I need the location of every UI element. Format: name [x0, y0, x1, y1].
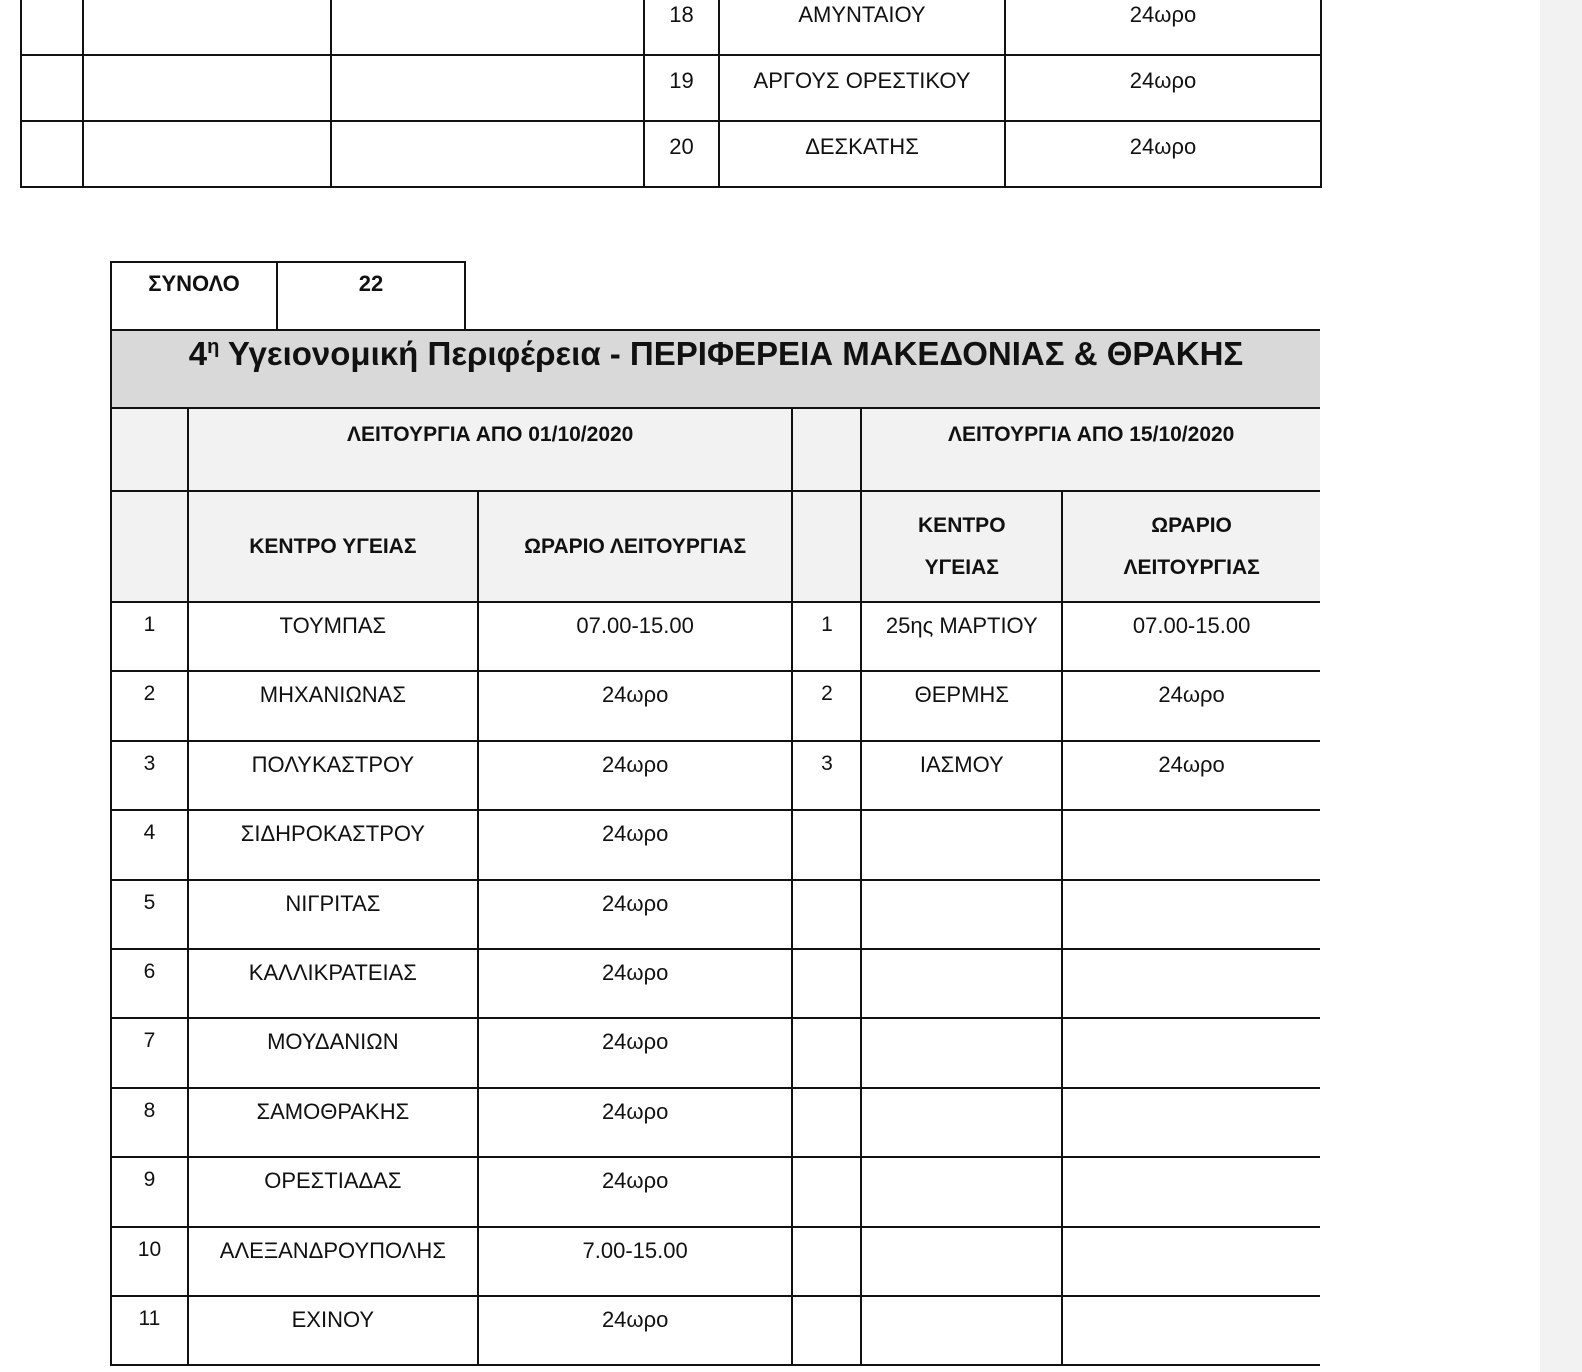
health-center-name: ΑΜΥΝΤΑΙΟΥ [719, 0, 1005, 55]
left-health-center: ΑΛΕΞΑΝΔΡΟΥΠΟΛΗΣ [188, 1227, 478, 1296]
left-row-number: 6 [111, 949, 188, 1018]
region-table-container [110, 329, 1320, 1372]
row-number: 18 [644, 0, 719, 55]
left-hours: 24ωρο [478, 741, 793, 810]
left-row-number: 11 [111, 1296, 188, 1365]
left-row-number: 1 [111, 602, 188, 671]
total-value: 22 [277, 262, 465, 330]
total-label: ΣΥΝΟΛΟ [111, 262, 277, 330]
left-health-center: ΜΟΥΔΑΝΙΩΝ [188, 1018, 478, 1087]
left-row-number: 4 [111, 810, 188, 879]
table-row [111, 1088, 1320, 1157]
left-hours: 24ωρο [478, 1088, 793, 1157]
column-header-hours-right: ΩΡΑΡΙΟ ΛΕΙΤΟΥΡΓΙΑΣ [1062, 491, 1320, 602]
left-row-number: 5 [111, 880, 188, 949]
column-header-center-right: ΚΕΝΤΡΟ ΥΓΕΙΑΣ [861, 491, 1062, 602]
left-row-number: 3 [111, 741, 188, 810]
table-row [21, 55, 1321, 121]
left-hours: 07.00-15.00 [478, 602, 793, 671]
table-row [111, 810, 1320, 879]
left-health-center: ΜΗΧΑΝΙΩΝΑΣ [188, 671, 478, 740]
left-hours: 24ωρο [478, 1157, 793, 1226]
left-hours: 7.00-15.00 [478, 1227, 793, 1296]
health-center-name: ΔΕΣΚΑΤΗΣ [719, 121, 1005, 187]
table-row [111, 1018, 1320, 1087]
left-health-center: ΚΑΛΛΙΚΡΑΤΕΙΑΣ [188, 949, 478, 1018]
right-hours: 24ωρο [1062, 671, 1320, 740]
right-hours: 07.00-15.00 [1062, 602, 1320, 671]
left-health-center: ΕΧΙΝΟΥ [188, 1296, 478, 1365]
health-center-name: ΑΡΓΟΥΣ ΟΡΕΣΤΙΚΟΥ [719, 55, 1005, 121]
left-health-center: ΣΙΔΗΡΟΚΑΣΤΡΟΥ [188, 810, 478, 879]
total-table [110, 261, 466, 331]
left-row-number: 10 [111, 1227, 188, 1296]
right-health-center: ΘΕΡΜΗΣ [861, 671, 1062, 740]
region-table [110, 329, 1320, 1366]
table-row [111, 1157, 1320, 1226]
table-row [111, 671, 1320, 740]
right-row-number: 3 [792, 741, 861, 810]
table-row [111, 741, 1320, 810]
left-row-number: 2 [111, 671, 188, 740]
table-row [111, 602, 1320, 671]
left-hours: 24ωρο [478, 1296, 793, 1365]
table-row [21, 0, 1321, 55]
table-row [111, 949, 1320, 1018]
right-period-header: ΛΕΙΤΟΥΡΓΙΑ ΑΠΟ 15/10/2020 [861, 408, 1320, 491]
left-hours: 24ωρο [478, 671, 793, 740]
right-row-number: 2 [792, 671, 861, 740]
right-hours: 24ωρο [1062, 741, 1320, 810]
left-hours: 24ωρο [478, 810, 793, 879]
region-title: $4^\eta$ Υγειονομική Περιφέρεια - ΠΕΡΙΦΕΡΕΙΑ ΜΑΚΕΔΟΝΙΑΣ & ΘΡΑΚΗΣ [111, 330, 1320, 408]
column-header-center: ΚΕΝΤΡΟ ΥΓΕΙΑΣ [188, 491, 478, 602]
viewer-background [1540, 0, 1582, 1372]
table-row [21, 121, 1321, 187]
left-health-center: ΝΙΓΡΙΤΑΣ [188, 880, 478, 949]
previous-region-table [20, 0, 1322, 188]
left-period-header: ΛΕΙΤΟΥΡΓΙΑ ΑΠΟ 01/10/2020 [188, 408, 793, 491]
left-health-center: ΟΡΕΣΤΙΑΔΑΣ [188, 1157, 478, 1226]
right-row-number: 1 [792, 602, 861, 671]
left-row-number: 9 [111, 1157, 188, 1226]
left-hours: 24ωρο [478, 880, 793, 949]
table-row [111, 880, 1320, 949]
operating-hours: 24ωρο [1005, 121, 1321, 187]
left-row-number: 7 [111, 1018, 188, 1087]
operating-hours: 24ωρο [1005, 0, 1321, 55]
left-hours: 24ωρο [478, 949, 793, 1018]
row-number: 20 [644, 121, 719, 187]
operating-hours: 24ωρο [1005, 55, 1321, 121]
left-row-number: 8 [111, 1088, 188, 1157]
table-row [111, 1296, 1320, 1365]
right-health-center: ΙΑΣΜΟΥ [861, 741, 1062, 810]
right-health-center: 25ης ΜΑΡΤΙΟΥ [861, 602, 1062, 671]
left-hours: 24ωρο [478, 1018, 793, 1087]
left-health-center: ΠΟΛΥΚΑΣΤΡΟΥ [188, 741, 478, 810]
left-health-center: ΣΑΜΟΘΡΑΚΗΣ [188, 1088, 478, 1157]
column-header-hours: ΩΡΑΡΙΟ ΛΕΙΤΟΥΡΓΙΑΣ [478, 491, 793, 602]
row-number: 19 [644, 55, 719, 121]
table-row [111, 1227, 1320, 1296]
left-health-center: ΤΟΥΜΠΑΣ [188, 602, 478, 671]
